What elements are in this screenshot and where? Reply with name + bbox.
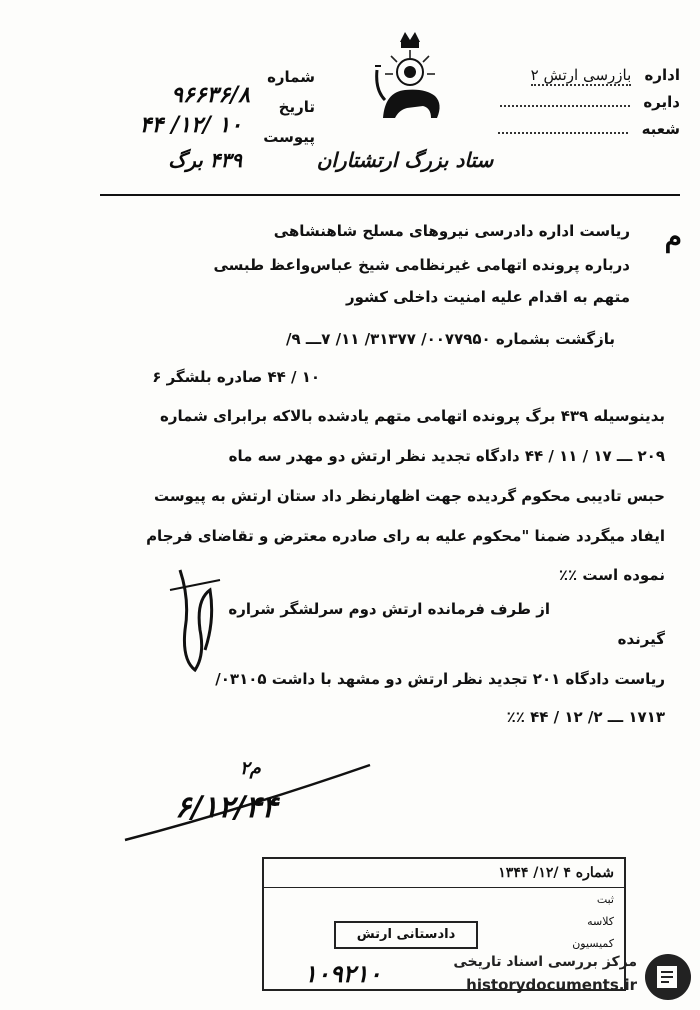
paragraph-line-2: ۲۰۹ ـــ ۱۷ / ۱۱ / ۴۴ دادگاه تجدید نظر ارتش دو مهدر سه ماه xyxy=(228,447,665,465)
paragraph-line-4: ایفاد میگردد ضمنا "محکوم علیه به رای صادره معترض و تقاضای فرجام xyxy=(146,527,665,545)
dotted-line xyxy=(498,122,628,134)
subject-line-2: متهم به اقدام علیه امنیت داخلی کشور xyxy=(345,288,630,306)
handwritten-initials: ۲م xyxy=(240,758,261,779)
stamp-text-1: ثبت xyxy=(596,893,614,906)
value-number: ۹۶۶۳۶/۸ xyxy=(171,82,250,108)
value-attachment: ۴۳۹ برگ xyxy=(168,148,242,172)
field-office xyxy=(460,66,680,93)
paragraph-line-1: بدینوسیله ۴۳۹ برگ پرونده اتهامی متهم یادشده بالاکه برابرای شماره xyxy=(159,407,665,425)
label-number: شماره xyxy=(267,68,315,86)
document-logo-icon xyxy=(643,952,693,1002)
margin-mark: م xyxy=(664,220,682,253)
recipient-line: ریاست اداره دادرسی نیروهای مسلح شاهنشاهی xyxy=(273,222,630,240)
cc-line-1: ریاست دادگاه ۲۰۱ تجدید نظر ارتش دو مشهد با داشت ۰۳۱۰۵/ xyxy=(215,670,665,688)
office-fields xyxy=(460,66,680,147)
watermark-fa: مرکز بررسی اسناد تاریخی xyxy=(453,954,637,970)
org-title: ستاد بزرگ ارتشتاران xyxy=(316,148,494,172)
stamp-text-3: کمیسیون xyxy=(572,937,614,950)
coat-of-arms-emblem xyxy=(365,30,455,130)
reference-line-1: بازگشت بشماره ۰۰۷۷۹۵۰/ ۳۱۳۷۷/ ۱۱/ ۷ـــ ۹/ xyxy=(286,330,615,348)
stamp-registration-number: ۱۰۹۲۱۰ xyxy=(304,959,382,988)
header-divider xyxy=(100,194,680,196)
field-label-office: اداره xyxy=(644,66,680,84)
label-attachment: پیوست xyxy=(263,128,315,146)
field-label-section: شعبه xyxy=(641,120,680,138)
subject-line-1: درباره پرونده اتهامی غیرنظامی شیخ عباس‌واعظ طبسی xyxy=(213,256,630,274)
field-section xyxy=(460,120,680,147)
stamp-number-line: شماره ۴ /۱۲/ ۱۳۴۴ xyxy=(498,865,614,881)
dotted-line xyxy=(500,95,630,107)
label-date: تاریخ xyxy=(278,98,315,116)
stamp-divider xyxy=(264,887,624,888)
watermark-en: historydocuments.ir xyxy=(466,976,637,994)
stamp-box-label: دادستانی ارتش xyxy=(334,921,478,949)
reference-line-2: ۱۰ / ۴۴ صادره بلشگر ۶ xyxy=(152,368,320,386)
stamp-text-2: کلاسه xyxy=(587,915,614,928)
lion-and-sun-icon xyxy=(365,30,455,130)
paragraph-line-3: حبس تادیبی محکوم گردیده جهت اظهارنظر داد ستان ارتش به پیوست xyxy=(154,487,665,505)
value-date: ۱۰ /۱۲/ ۴۴ xyxy=(139,112,242,138)
watermark xyxy=(430,950,695,1005)
paragraph-line-5: نموده است ٪٪ xyxy=(558,566,665,584)
field-label-circle: دایره xyxy=(643,93,680,111)
handwritten-signature xyxy=(160,560,230,680)
cc-line-2: ۱۷۱۳ ـــ ۲/ ۱۲ / ۴۴ ٪٪ xyxy=(506,708,665,726)
handwritten-date-note: ۶/۱۲/۴۴ xyxy=(175,790,278,825)
field-value-office: بازرسی ارتش ۲ xyxy=(530,66,632,84)
field-circle xyxy=(460,93,680,120)
cc-label: گیرنده xyxy=(617,630,665,648)
signatory-line: از طرف فرمانده ارتش دوم سرلشگر شراره xyxy=(228,600,550,618)
